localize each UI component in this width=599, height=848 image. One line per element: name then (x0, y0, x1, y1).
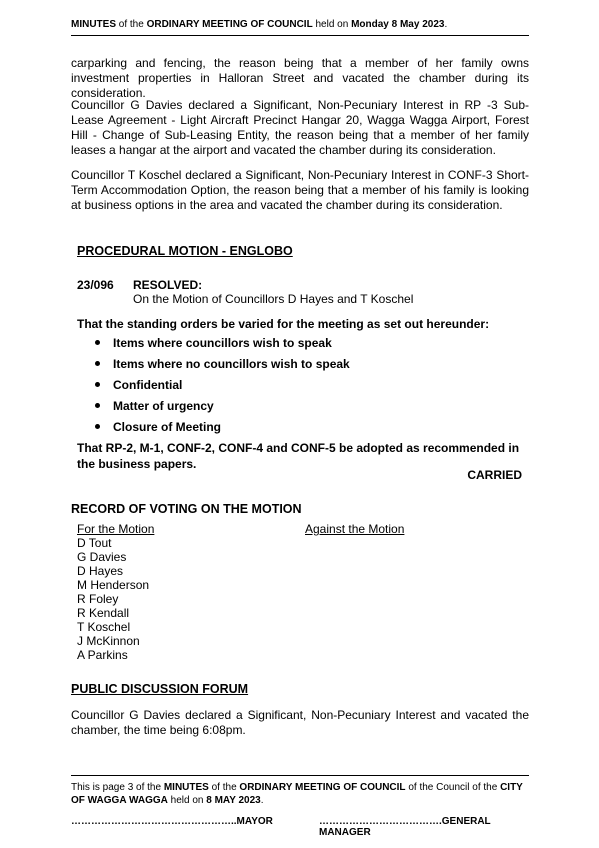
list-item-label: Confidential (113, 378, 183, 392)
public-forum-text: Councillor G Davies declared a Significant, Non-Pecuniary Interest and vacated the chamber, the time being 6:08pm. (71, 708, 529, 737)
list-item (95, 399, 350, 420)
voter-name: R Kendall (77, 606, 130, 620)
list-item-label: Items where no councillors wish to speak (113, 357, 350, 371)
voter-name: M Henderson (77, 578, 150, 592)
list-item (95, 336, 350, 357)
footer-text: of the (208, 782, 240, 793)
carried-label: CARRIED (467, 468, 522, 482)
footer-text: This is page 3 of the (71, 782, 164, 793)
resolved-label: RESOLVED: (133, 278, 203, 292)
voter-name: J McKinnon (77, 634, 140, 648)
bullet-icon (95, 424, 100, 429)
paragraph-3: Councillor T Koschel declared a Significant, Non-Pecuniary Interest in CONF-3 Short-Term Accommodation Option, the reason being that a member of his family is looking at business options in the area and vacated the chamber during its consideration. (71, 168, 529, 212)
procedural-heading: PROCEDURAL MOTION - ENGLOBO (77, 244, 293, 258)
footer-text: MINUTES (163, 782, 209, 793)
list-item-label: Items where councillors wish to speak (113, 336, 332, 350)
motion-movers: On the Motion of Councillors D Hayes and T Koschel (133, 292, 414, 306)
motion-items-list (95, 336, 350, 441)
bullet-icon (95, 403, 100, 408)
bullet-icon (95, 340, 100, 345)
against-heading: Against the Motion (305, 522, 405, 536)
header-text: of the (116, 19, 147, 30)
header-minutes: MINUTES (71, 19, 116, 30)
list-item (95, 420, 350, 441)
footer-text: CITY OF WAGGA WAGGA (71, 782, 523, 806)
page-header (71, 18, 529, 36)
voting-heading: RECORD OF VOTING ON THE MOTION (71, 502, 302, 516)
voter-name: T Koschel (77, 620, 131, 634)
bullet-icon (95, 361, 100, 366)
for-column (77, 522, 154, 662)
bullet-icon (95, 382, 100, 387)
voter-name: A Parkins (77, 648, 128, 662)
paragraph-2: Councillor G Davies declared a Significant, Non-Pecuniary Interest in RP -3 Sub-Lease Agreement - Light Aircraft Precinct Hangar 20, Wagga Wagga Airport, Forest Hill - Change of Sub-Leasing Entity, the reason being that a member of her family leases a hangar at the airport and vacated the chamber during its consideration. (71, 98, 529, 157)
resolution-number: 23/096 (77, 278, 114, 292)
for-heading: For the Motion (77, 522, 155, 536)
list-item-label: Matter of urgency (113, 399, 214, 413)
motion-adoption: That RP-2, M-1, CONF-2, CONF-4 and CONF-5 be adopted as recommended in the business papers. (77, 441, 520, 471)
against-column (305, 522, 404, 536)
voter-name: G Davies (77, 550, 127, 564)
mayor-signature: …………………………………………..MAYOR (71, 816, 273, 827)
paragraph-1: carparking and fencing, the reason being that a member of her family owns investment properties in Halloran Street and vacated the chamber during its consideration. (71, 56, 529, 100)
list-item (95, 378, 350, 399)
motion-intro: That the standing orders be varied for the meeting as set out hereunder: (77, 317, 490, 331)
header-text: . (444, 19, 448, 30)
footer-text: held on (167, 795, 207, 806)
voter-name: R Foley (77, 592, 119, 606)
footer-text: of the Council of the (405, 782, 501, 793)
public-forum-heading: PUBLIC DISCUSSION FORUM (71, 682, 249, 696)
header-meeting: ORDINARY MEETING OF COUNCIL (146, 19, 313, 30)
page-footer (71, 775, 529, 807)
footer-text: ORDINARY MEETING OF COUNCIL (239, 782, 406, 793)
voter-name: D Tout (77, 536, 112, 550)
list-item-label: Closure of Meeting (113, 420, 222, 434)
footer-text: . (260, 795, 264, 806)
header-text: held on (312, 19, 352, 30)
footer-text: 8 MAY 2023 (206, 795, 261, 806)
general-manager-signature: ……………………………….GENERAL MANAGER (319, 816, 491, 838)
header-date: Monday 8 May 2023 (351, 19, 445, 30)
signature-line (71, 816, 529, 838)
list-item (95, 357, 350, 378)
voter-name: D Hayes (77, 564, 124, 578)
